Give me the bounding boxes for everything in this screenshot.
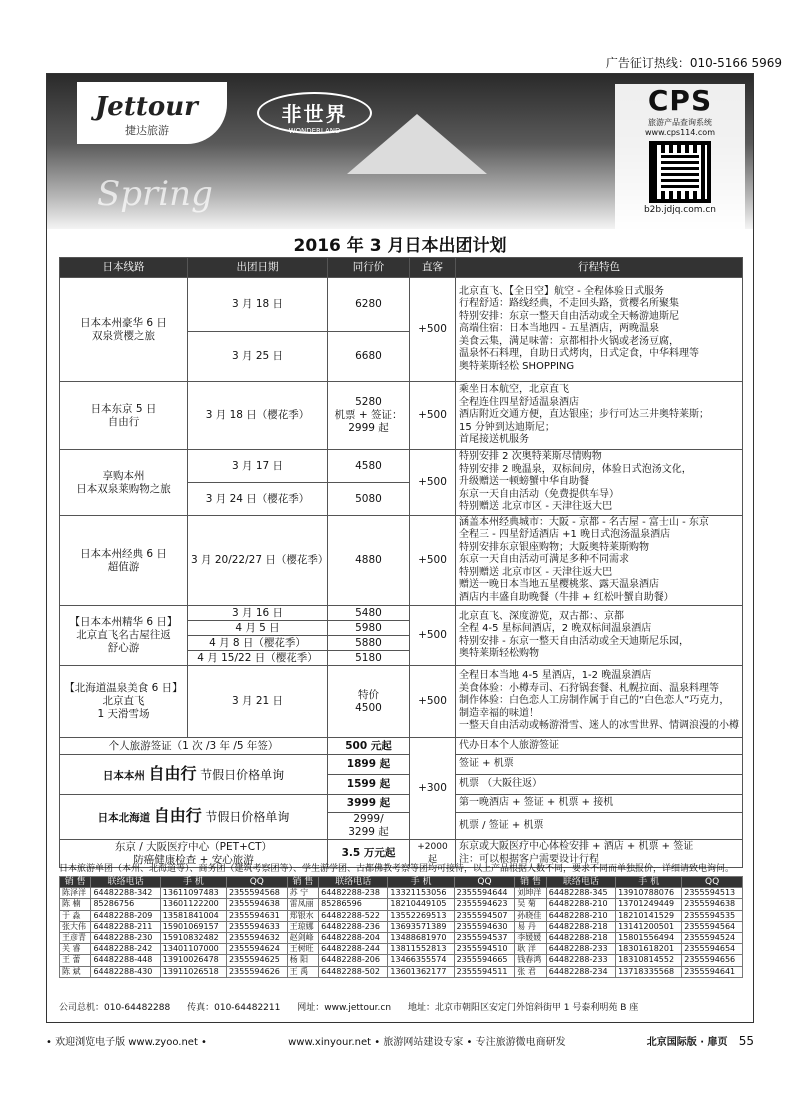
visa-label: 个人旅游签证（1 次 /3 年 /5 年签） [60,738,328,755]
sales-mobile: 13401107000 [160,944,226,955]
sales-name: 王 禹 [287,966,318,977]
footer-section: 北京国际版 · 扉页 [646,1037,728,1048]
sales-mobile: 13601122200 [160,899,226,910]
sales-row [60,933,743,944]
sales-name: 苏 宁 [287,888,318,899]
sales-col-header: 销 售 [60,877,91,888]
sales-qq: 2355594644 [454,888,515,899]
jettour-logo [77,82,227,144]
sales-phone: 85286596 [319,899,388,910]
free-direct-price: +300 [410,738,456,840]
ad-hotline: 广告征订热线：010-5166 5969 [605,56,782,70]
cps-subtitle: 旅游产品查询系统 [648,118,712,127]
page-footer [46,1033,754,1048]
sales-phone: 64482288-233 [546,955,615,966]
company-phone: 公司总机：010-64482288 [59,1003,171,1013]
sales-phone: 64482288-211 [91,921,160,932]
sales-qq: 2355594665 [454,955,515,966]
sales-mobile: 13488681970 [388,933,454,944]
peer-price: 5280 机票 + 签证： 2999 起 [328,382,410,450]
route-name: 享购本州 日本双泉莱购物之旅 [60,450,188,516]
schedule-title: 2016 年 3 月日本出团计划 [293,236,507,256]
peer-price: 5880 [328,636,410,651]
hokkaido-feature-1: 第一晚酒店 + 签证 + 机票 + 接机 [456,795,743,813]
hokkaido-price-2: 2999/ 3299 起 [328,813,410,840]
sales-mobile: 13693571389 [388,921,454,932]
sales-mobile: 13552269513 [388,910,454,921]
wonderland-logo [257,92,372,134]
direct-price: +500 [410,606,456,666]
sales-phone: 64482288-209 [91,910,160,921]
hokkaido-price-1: 3999 起 [328,795,410,813]
sales-mobile: 13718335568 [616,966,682,977]
sales-phone: 64482288-234 [546,966,615,977]
sales-phone: 64482288-210 [546,910,615,921]
footer-center: www.xinyour.net • 旅游网站建设专家 • 专注旅游微电商研发 [288,1037,566,1048]
sales-phone: 85286756 [91,899,160,910]
sales-name: 王彦青 [60,933,91,944]
sales-mobile: 13321153056 [388,888,454,899]
jettour-logo-en: Jettour [95,92,198,122]
sales-qq: 2355594623 [454,899,515,910]
medical-price: 3.5 万元起 [328,840,410,868]
route-name: 日本本州经典 6 日 超值游 [60,516,188,606]
company-info [59,1000,743,1013]
col-route: 日本线路 [60,258,188,278]
sales-phone: 64482288-233 [546,944,615,955]
honshu-feature-1: 签证 + 机票 [456,755,743,775]
route-name: 【日本本州精华 6 日】 北京直飞名古屋往返 舒心游 [60,606,188,666]
sales-mobile: 18210449105 [388,899,454,910]
departure-date: 3 月 20/22/27 日（樱花季） [188,516,328,606]
sales-phone: 64482288-342 [91,888,160,899]
honshu-prefix: 日本本州 [102,769,145,782]
wonderland-logo-en: WONDERLAND [288,127,341,135]
departure-date: 3 月 18 日 [188,278,328,332]
peer-price: 6280 [328,278,410,332]
sales-phone: 64482288-502 [319,966,388,977]
peer-price: 特价 4500 [328,666,410,738]
departure-date: 4 月 5 日 [188,621,328,636]
direct-price: +500 [410,382,456,450]
visa-row [60,738,743,755]
route-features: 北京直飞、深度游览，双古都：、京都 全程 4-5 星标间酒店，2 晚双标间温泉酒店 特别安排 - 东京一整天自由活动或全天迪斯尼乐园， 奥特莱斯轻松购物 [456,606,743,666]
sales-name: 钱春鸿 [515,955,546,966]
peer-price: 5980 [328,621,410,636]
tour-table-header [60,258,743,278]
sales-phone: 64482288-430 [91,966,160,977]
ad-frame [46,73,754,1023]
honshu-price-2: 1599 起 [328,775,410,795]
sales-phone: 64482288-242 [91,944,160,955]
sales-name: 陈 斌 [60,966,91,977]
sales-name: 陈 楠 [60,899,91,910]
banner [47,74,753,229]
sales-name: 郑银水 [287,910,318,921]
sales-phone: 64482288-206 [319,955,388,966]
peer-price: 5080 [328,483,410,516]
sales-table [59,876,743,978]
sales-qq: 2355594654 [682,944,743,955]
sales-phone: 64482288-218 [546,933,615,944]
sales-qq: 2355594524 [682,933,743,944]
sales-qq: 2355594625 [226,955,287,966]
route-name: 【北海道温泉美食 6 日】 北京直飞 1 天滑雪场 [60,666,188,738]
route-row [60,450,743,483]
sales-name: 吴 菊 [515,899,546,910]
col-direct: 直客 [410,258,456,278]
hokkaido-prefix: 日本北海道 [97,812,151,824]
sales-qq: 2355594638 [226,899,287,910]
sales-col-header: 销 售 [515,877,546,888]
sales-name: 陈泽洋 [60,888,91,899]
sales-qq: 2355594507 [454,910,515,921]
group-note: 日本旅游单团（本州、北海道等）、商务团（建筑考察团等）、学生游学团、古都佛教考察等团均可接待，以上产品根据人数不同，要求不同而单独报价，详细请致电询问。 [59,864,735,874]
sales-row [60,910,743,921]
sales-mobile: 18310814552 [616,955,682,966]
visa-feature: 代办日本个人旅游签证 [456,738,743,755]
col-price: 同行价 [328,258,410,278]
sales-mobile: 13601362177 [388,966,454,977]
sales-row [60,955,743,966]
route-row [60,666,743,738]
departure-date: 3 月 16 日 [188,606,328,621]
sales-col-header: 手 机 [616,877,682,888]
sales-col-header: 联络电话 [91,877,160,888]
sales-qq: 2355594633 [226,921,287,932]
sales-mobile: 13581841004 [160,910,226,921]
departure-date: 3 月 24 日（樱花季） [188,483,328,516]
spring-script: Spring [97,174,213,214]
route-row [60,606,743,621]
direct-price: +500 [410,516,456,606]
route-row [60,382,743,450]
peer-price: 4580 [328,450,410,483]
departure-date: 4 月 15/22 日（樱花季） [188,651,328,666]
sales-mobile: 13911026518 [160,966,226,977]
sales-mobile: 15901069157 [160,921,226,932]
medical-label: 东京 / 大阪医疗中心（PET+CT） 防癌健康检查 + 安心旅游 [60,840,328,868]
sales-name: 张 君 [515,966,546,977]
sales-name: 耿 洋 [515,944,546,955]
departure-date: 3 月 21 日 [188,666,328,738]
sales-qq: 2355594535 [682,910,743,921]
sales-phone: 64482288-204 [319,933,388,944]
sales-name: 赵剑峰 [287,933,318,944]
route-name: 日本本州豪华 6 日 双泉赏樱之旅 [60,278,188,382]
sales-row [60,921,743,932]
honshu-row-1 [60,755,743,775]
sales-mobile: 13466355574 [388,955,454,966]
sales-col-header: QQ [454,877,515,888]
sales-qq: 2355594630 [454,921,515,932]
sales-qq: 2355594624 [226,944,287,955]
peer-price: 5480 [328,606,410,621]
sales-name: 王琼娜 [287,921,318,932]
wonderland-logo-cn: 非世界 [281,102,348,126]
sales-qq: 2355594568 [226,888,287,899]
sales-phone: 64482288-522 [319,910,388,921]
sales-mobile: 15801556494 [616,933,682,944]
sales-qq: 2355594513 [682,888,743,899]
hokkaido-feature-2: 机票 / 签证 + 机票 [456,813,743,840]
route-row [60,278,743,332]
sales-mobile: 13910026478 [160,955,226,966]
sales-name: 雷凤丽 [287,899,318,910]
sales-col-header: 销 售 [287,877,318,888]
peer-price: 4880 [328,516,410,606]
page-number: 55 [738,1034,754,1048]
sales-qq: 2355594638 [682,899,743,910]
company-address: 地址：北京市朝阳区安定门外馆斜街甲 1 号泰利明苑 B 座 [407,1003,639,1013]
sales-name: 李媛媛 [515,933,546,944]
sales-phone: 64482288-210 [546,899,615,910]
sales-mobile: 15910832482 [160,933,226,944]
sales-name: 于 淼 [60,910,91,921]
honshu-free-label [60,755,328,795]
sales-qq: 2355594564 [682,921,743,932]
sales-col-header: QQ [226,877,287,888]
peer-price: 6680 [328,332,410,382]
sales-qq: 2355594632 [226,933,287,944]
cps-box [615,84,745,229]
sales-mobile: 13611097483 [160,888,226,899]
route-name: 日本东京 5 日 自由行 [60,382,188,450]
sales-name: 关 睿 [60,944,91,955]
departure-date: 3 月 25 日 [188,332,328,382]
direct-price: +500 [410,278,456,382]
sales-mobile: 13910788076 [616,888,682,899]
jettour-logo-cn: 捷达旅游 [125,124,169,137]
sales-phone: 64482288-230 [91,933,160,944]
peer-price: 5180 [328,651,410,666]
sales-name: 孙晓佳 [515,910,546,921]
sales-col-header: 手 机 [388,877,454,888]
sales-row [60,944,743,955]
col-date: 出团日期 [188,258,328,278]
sales-mobile: 18301618201 [616,944,682,955]
sales-qq: 2355594511 [454,966,515,977]
footer-left: • 欢迎浏览电子版 www.zyoo.net • [46,1037,207,1048]
qr-caption: b2b.jdjq.com.cn [643,205,717,215]
sales-name: 王树旺 [287,944,318,955]
sales-col-header: QQ [682,877,743,888]
sales-qq: 2355594510 [454,944,515,955]
qr-code-icon [649,141,711,203]
route-features: 全程日本当地 4-5 星酒店，1-2 晚温泉酒店 美食体验：小樽寿司、石狩锅套餐、札幌拉面、温泉料理等 制作体验：白色恋人工房制作属于自己的“白色恋人”巧克力， 制造幸福的味道！ 一整天自由活动或畅游滑雪、迷人的冰雪世界、情调浪漫的小樽 [456,666,743,738]
sales-name: 张大伟 [60,921,91,932]
hokkaido-big: 自由行 [153,806,202,825]
sales-row [60,966,743,977]
honshu-big: 自由行 [148,763,197,783]
sales-row [60,888,743,899]
company-web[interactable]: 网址：www.jettour.cn [297,1003,392,1013]
sales-mobile: 18210141529 [616,910,682,921]
sales-qq: 2355594641 [682,966,743,977]
sales-phone: 64482288-238 [319,888,388,899]
sales-name: 王 蕾 [60,955,91,966]
sales-name: 杨 阳 [287,955,318,966]
route-features: 涵盖本州经典城市：大阪 - 京都 - 名古屋 - 富士山 - 东京 全程三 - 四星舒适酒店 +1 晚日式泡汤温泉酒店 特别安排东京银座购物；大阪奥特莱斯购物 东京一天自由活动可满足多种不同需求 特别赠送 北京市区 - 天津往返大巴 赠送一晚日本当地五星樱桃浆、露天温泉酒店 酒店内丰盛自助晚餐（牛排 + 红松叶蟹自助餐） [456,516,743,606]
direct-price: +500 [410,450,456,516]
medical-feature: 东京或大阪医疗中心体检安排 + 酒店 + 机票 + 签证 注：可以根据客户需要设计行程 [456,840,743,868]
sales-col-header: 手 机 [160,877,226,888]
honshu-price-1: 1899 起 [328,755,410,775]
sales-qq: 2355594631 [226,910,287,921]
sales-col-header: 联络电话 [546,877,615,888]
departure-date: 3 月 17 日 [188,450,328,483]
departure-date: 3 月 18 日（樱花季） [188,382,328,450]
company-fax: 传真：010-64482211 [187,1003,281,1013]
sales-phone: 64482288-244 [319,944,388,955]
sales-phone: 64482288-448 [91,955,160,966]
sales-mobile: 13701249449 [616,899,682,910]
sales-mobile: 13811552813 [388,944,454,955]
departure-date: 4 月 8 日（樱花季） [188,636,328,651]
route-features: 乘坐日本航空，北京直飞 全程连住四星舒适温泉酒店 酒店附近交通方便，直达银座；步行可达三井奥特莱斯； 15 分钟到达迪斯尼； 首尾接送机服务 [456,382,743,450]
sales-col-header: 联络电话 [319,877,388,888]
sales-name: 刘坤洋 [515,888,546,899]
cps-url: www.cps114.com [645,128,715,137]
footer-right [647,1033,754,1048]
hokkaido-free-label [60,795,328,840]
route-features: 特别安排 2 次奥特莱斯尽情购物 特别安排 2 晚温泉，双标间房，体验日式泡汤文化， 升级赠送一顿螃蟹中华自助餐 东京一天自由活动（免费提供车导） 特别赠送 北京市区 - 天津往返大巴 [456,450,743,516]
col-features: 行程特色 [456,258,743,278]
sales-phone: 64482288-218 [546,921,615,932]
sales-header [60,877,743,888]
sales-phone: 64482288-236 [319,921,388,932]
visa-price: 500 元起 [328,738,410,755]
sales-mobile: 13141200501 [616,921,682,932]
sales-qq: 2355594626 [226,966,287,977]
tour-table [59,257,743,868]
sales-qq: 2355594656 [682,955,743,966]
hokkaido-row-1 [60,795,743,813]
honshu-suffix: 节假日价格单询 [200,767,285,782]
sales-row [60,899,743,910]
route-row [60,516,743,606]
sales-name: 易 丹 [515,921,546,932]
honshu-feature-2: 机票 （大阪往返） [456,775,743,795]
route-features: 北京直飞、【全日空】航空 - 全程体验日式服务 行程舒适：路线经典，不走回头路，赏樱名所聚集 特别安排：东京一整天自由活动或全天畅游迪斯尼 高端住宿：日本当地四 - 五星酒店，两晚温泉 美食云集，满足味蕾：京都相扑火锅或老汤豆腐， 温泉怀石料理，自助日式烤肉，日式定食，中华料理等 奥特莱斯轻松 SHOPPING [456,278,743,382]
cps-logo: CPS [647,84,713,117]
direct-price: +500 [410,666,456,738]
medical-direct: +2000 起 [410,840,456,868]
sales-phone: 64482288-345 [546,888,615,899]
sales-qq: 2355594537 [454,933,515,944]
hokkaido-suffix: 节假日价格单询 [205,810,290,824]
